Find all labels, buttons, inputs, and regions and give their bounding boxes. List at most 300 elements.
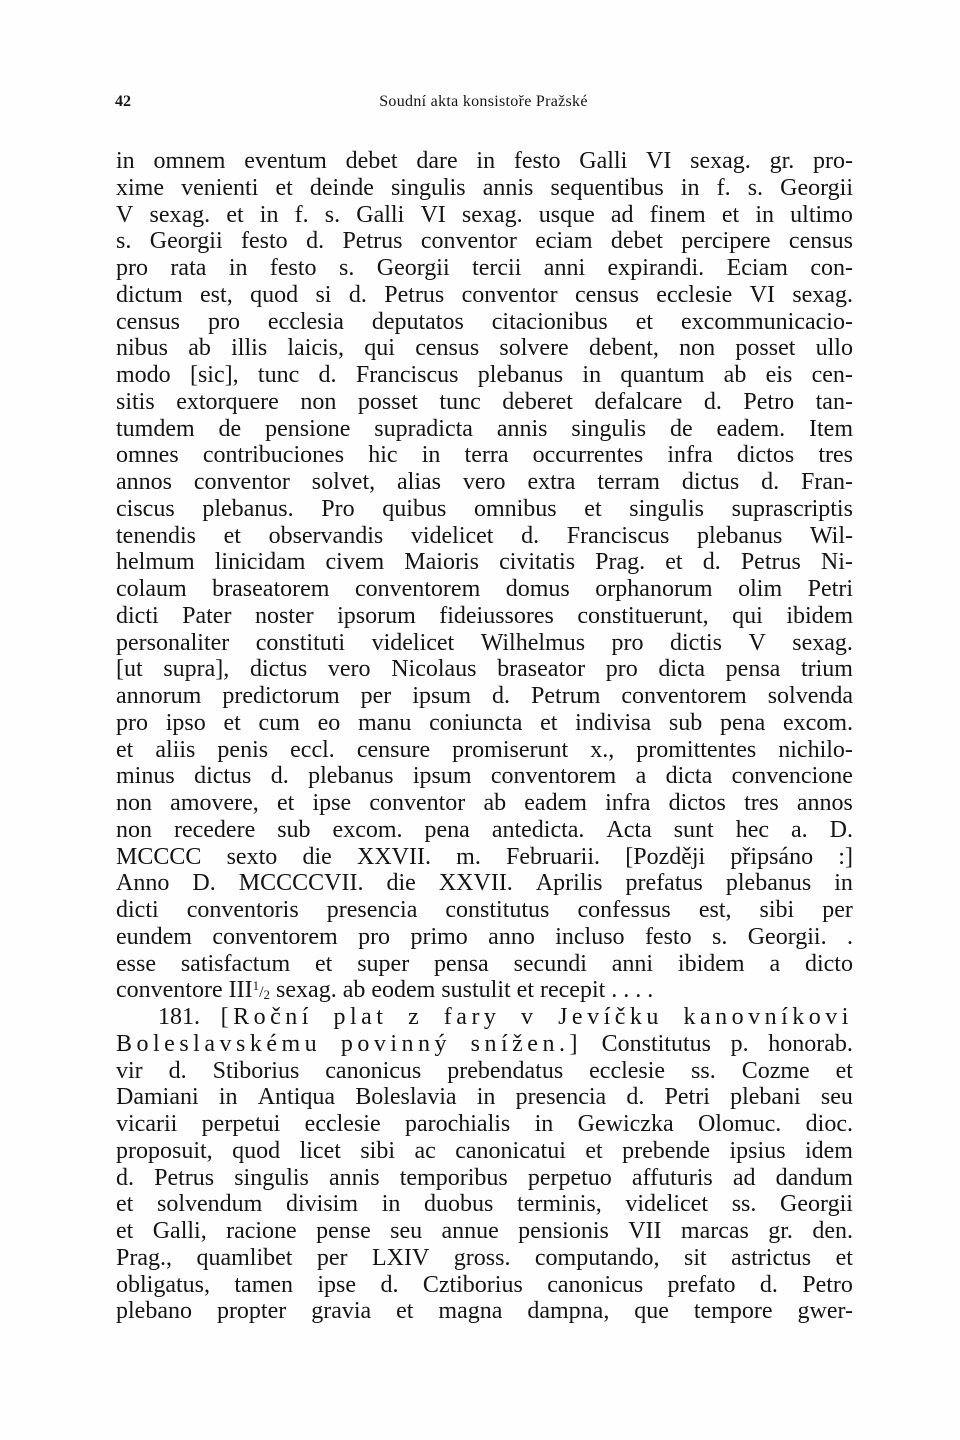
word: Georgii bbox=[376, 255, 450, 281]
word: seu bbox=[820, 1084, 853, 1111]
text-line bbox=[116, 309, 853, 336]
word: sexto bbox=[226, 843, 278, 870]
word: d. bbox=[270, 763, 289, 790]
word: et bbox=[223, 709, 241, 736]
word: ciscus bbox=[116, 495, 175, 522]
word: quantum bbox=[620, 362, 705, 388]
word: pro- bbox=[813, 148, 853, 174]
word: non bbox=[679, 335, 716, 362]
word: singulis bbox=[234, 1164, 309, 1191]
word: percipere bbox=[681, 228, 771, 255]
text-line bbox=[116, 763, 853, 790]
fraction-slash: / bbox=[259, 984, 264, 1002]
word: anni bbox=[543, 255, 586, 281]
word: predictorum bbox=[222, 683, 340, 709]
word: in bbox=[381, 1191, 401, 1218]
word: conventoris bbox=[186, 897, 299, 923]
word: orphanorum bbox=[595, 576, 713, 602]
word: posset bbox=[735, 335, 796, 362]
word: tumdem bbox=[116, 415, 195, 442]
word: d. bbox=[521, 522, 540, 549]
word: debet bbox=[345, 148, 398, 174]
word: sub bbox=[668, 709, 703, 736]
word: census bbox=[574, 281, 639, 308]
section-number: 181. bbox=[158, 1004, 200, 1030]
word: prebendatus bbox=[447, 1057, 564, 1084]
word: deputatos bbox=[371, 308, 464, 335]
word: annis bbox=[482, 174, 534, 201]
word: licet bbox=[299, 1137, 341, 1164]
word: deinde bbox=[309, 174, 374, 201]
text-line bbox=[116, 603, 853, 630]
word: census bbox=[415, 335, 480, 362]
word: pena bbox=[424, 816, 470, 843]
word: Ni- bbox=[820, 549, 853, 576]
word: Fran- bbox=[801, 469, 853, 495]
word: dicta bbox=[658, 656, 706, 683]
word: Petro bbox=[802, 1271, 853, 1298]
word: posset bbox=[357, 388, 418, 415]
word: Acta bbox=[606, 816, 652, 843]
text-line bbox=[116, 282, 853, 309]
word: braseatorem bbox=[212, 576, 330, 602]
word: obligatus, bbox=[116, 1271, 210, 1298]
word: [sic], bbox=[189, 362, 239, 388]
word: ibidem bbox=[677, 950, 745, 977]
word: die bbox=[302, 843, 332, 870]
text-line bbox=[116, 496, 853, 523]
word: secundi bbox=[513, 950, 587, 977]
word: primo bbox=[410, 923, 468, 950]
word: promittentes bbox=[636, 736, 757, 763]
word: tercii bbox=[472, 255, 522, 281]
word: ecclesie bbox=[656, 281, 733, 308]
word: debent, bbox=[588, 335, 659, 362]
word: Stiborius bbox=[212, 1057, 300, 1084]
word: gwer- bbox=[797, 1298, 853, 1325]
word: pena bbox=[719, 709, 766, 736]
word: Pro bbox=[321, 495, 355, 522]
word: et bbox=[116, 736, 134, 763]
word: pro bbox=[605, 656, 638, 683]
text-line bbox=[116, 683, 853, 710]
word: et bbox=[116, 1191, 134, 1218]
spaced-heading-word: Jevíčku bbox=[558, 1004, 663, 1030]
text-line bbox=[116, 1218, 853, 1245]
word: eciam bbox=[535, 228, 593, 255]
word: excom. bbox=[332, 816, 403, 843]
word: rata bbox=[170, 255, 207, 281]
text-line bbox=[116, 1058, 853, 1085]
text-line bbox=[116, 630, 853, 657]
word: singulis bbox=[390, 174, 466, 201]
word: incluso bbox=[555, 923, 625, 950]
word: Wil- bbox=[809, 522, 853, 549]
word: defalcare bbox=[594, 388, 683, 415]
word: per bbox=[316, 1244, 348, 1271]
body-text bbox=[116, 148, 853, 1325]
word: VI bbox=[749, 281, 775, 308]
word: eadem. bbox=[716, 415, 786, 442]
word: f. bbox=[716, 174, 731, 201]
word: racione bbox=[226, 1218, 297, 1244]
word: d. bbox=[116, 1164, 134, 1191]
word: si bbox=[315, 281, 332, 308]
word: in bbox=[218, 1084, 238, 1111]
text-line bbox=[116, 202, 853, 229]
text-line bbox=[116, 576, 853, 603]
word: VI bbox=[420, 201, 446, 228]
spaced-heading-word: fary bbox=[443, 1004, 501, 1030]
word: de bbox=[669, 415, 693, 442]
word: sunt bbox=[673, 816, 714, 843]
word: dicto bbox=[804, 950, 853, 977]
word: plebani bbox=[730, 1084, 801, 1111]
word: magna bbox=[438, 1298, 503, 1325]
word: hec bbox=[735, 816, 770, 843]
text-line bbox=[116, 255, 853, 282]
word: in bbox=[421, 442, 441, 469]
word: annos bbox=[796, 790, 853, 816]
word: s. bbox=[338, 255, 355, 281]
word: finem bbox=[649, 201, 706, 228]
word: et bbox=[665, 549, 683, 576]
word: dictus bbox=[249, 656, 308, 683]
word: ultimo bbox=[790, 201, 853, 228]
spaced-heading-word: povinný bbox=[340, 1030, 451, 1057]
word: Prag., bbox=[116, 1244, 172, 1271]
word: sibi bbox=[759, 897, 795, 923]
word: esse bbox=[116, 950, 156, 977]
word: excom. bbox=[783, 709, 853, 736]
fraction-denominator: 2 bbox=[263, 987, 271, 1003]
word: ipse bbox=[317, 1271, 357, 1298]
word: alias bbox=[397, 469, 441, 495]
word: Pater bbox=[182, 602, 232, 629]
text-line bbox=[116, 844, 853, 871]
word: annue bbox=[441, 1218, 499, 1244]
word: připsáno bbox=[730, 843, 814, 870]
word: marcas bbox=[680, 1218, 749, 1244]
word: s. bbox=[711, 923, 728, 950]
word: et bbox=[585, 1137, 603, 1164]
word: contribuciones bbox=[202, 442, 345, 469]
word: solvere bbox=[499, 335, 569, 362]
word: helmum bbox=[116, 549, 195, 576]
word: quod bbox=[232, 1137, 281, 1164]
word: colaum bbox=[116, 576, 187, 602]
word: amovere, bbox=[170, 790, 259, 816]
word: honorab. bbox=[768, 1030, 853, 1057]
word: pro bbox=[207, 308, 240, 335]
word: anni bbox=[611, 950, 654, 977]
word: XXVII. bbox=[356, 843, 431, 870]
word: non bbox=[116, 816, 152, 843]
word: aliis bbox=[155, 736, 196, 763]
word: conventor bbox=[461, 281, 558, 308]
word: et bbox=[635, 308, 654, 335]
word: f. bbox=[294, 201, 309, 228]
word: Galli, bbox=[152, 1218, 207, 1244]
word: Galli bbox=[579, 148, 628, 174]
word: pense bbox=[316, 1218, 371, 1244]
word: sit bbox=[684, 1244, 707, 1271]
word: supradicta bbox=[374, 415, 473, 442]
word: census bbox=[116, 308, 180, 335]
word: conventorem bbox=[212, 923, 338, 950]
word: dicti bbox=[116, 602, 159, 629]
word: LXIV bbox=[372, 1244, 430, 1271]
word: tres bbox=[818, 442, 853, 469]
word: dictus bbox=[194, 763, 252, 790]
word: Nicolaus bbox=[391, 656, 477, 683]
word: in bbox=[476, 148, 496, 174]
word: sub bbox=[277, 816, 311, 843]
text-line bbox=[116, 1245, 853, 1272]
word: a. bbox=[791, 816, 808, 843]
word: tan- bbox=[815, 388, 853, 415]
text-line bbox=[116, 416, 853, 443]
word: terminis, bbox=[517, 1191, 602, 1218]
word: tunc bbox=[257, 362, 300, 388]
word: d. bbox=[348, 281, 367, 308]
word: . bbox=[847, 923, 853, 950]
word: conventorem bbox=[490, 763, 617, 790]
word: promiserunt bbox=[452, 736, 569, 763]
spaced-heading-word: [Roční bbox=[220, 1004, 313, 1030]
word: ecclesie bbox=[304, 1111, 381, 1137]
word: con- bbox=[810, 255, 853, 281]
word: illis bbox=[231, 335, 268, 362]
spaced-heading-word: v bbox=[521, 1004, 538, 1030]
word: dictis bbox=[669, 629, 722, 656]
word: linicidam bbox=[214, 549, 306, 576]
word: presencia bbox=[515, 1084, 607, 1111]
word: den. bbox=[812, 1218, 853, 1244]
word: Georgii bbox=[780, 174, 853, 201]
word: in bbox=[259, 201, 279, 228]
text-line bbox=[116, 148, 853, 175]
word: Petrus bbox=[740, 549, 801, 576]
word: gross. bbox=[453, 1244, 511, 1271]
word: XXVII. bbox=[438, 870, 513, 897]
word: excommunicacio- bbox=[681, 308, 853, 335]
word: noster bbox=[254, 602, 314, 629]
word: [ut bbox=[116, 656, 143, 683]
word: parochialis bbox=[404, 1111, 511, 1137]
word: Damiani bbox=[116, 1084, 199, 1111]
word: sequentibus bbox=[550, 174, 664, 201]
word: Maioris bbox=[404, 549, 479, 576]
text-line bbox=[116, 469, 853, 496]
text-line bbox=[116, 737, 853, 764]
word: D. bbox=[192, 870, 216, 897]
word: MCCCC bbox=[116, 843, 202, 870]
word: constituerunt, bbox=[577, 602, 709, 629]
word: canonicatui bbox=[455, 1137, 566, 1164]
word: Georgii. bbox=[747, 923, 827, 950]
word: annos bbox=[116, 469, 172, 495]
word: Georgii bbox=[149, 228, 223, 255]
word: Eciam bbox=[726, 255, 788, 281]
text-line bbox=[116, 710, 853, 737]
word: V bbox=[116, 201, 134, 228]
word: pro bbox=[358, 923, 391, 950]
text-line bbox=[116, 1084, 853, 1111]
word: sitis bbox=[116, 388, 155, 415]
fraction-suffix: sexag. ab eodem sustulit et recepit . . . . bbox=[270, 977, 654, 1004]
word: pro bbox=[116, 709, 148, 736]
text-line bbox=[116, 656, 853, 683]
word: annis bbox=[496, 415, 548, 442]
word: Cztiborius bbox=[422, 1271, 523, 1298]
spaced-heading-word: z bbox=[408, 1004, 424, 1030]
word: pensa bbox=[725, 656, 781, 683]
word: de bbox=[218, 415, 242, 442]
text-line bbox=[116, 1191, 853, 1218]
text-line bbox=[116, 1272, 853, 1299]
word: Februarii. bbox=[506, 843, 601, 870]
running-head bbox=[115, 93, 852, 117]
section-heading-line bbox=[116, 1031, 853, 1058]
word: Petrus bbox=[384, 281, 445, 308]
word: a bbox=[769, 950, 781, 977]
word: antedicta. bbox=[491, 816, 585, 843]
word: in bbox=[755, 201, 774, 228]
word: D. bbox=[829, 816, 853, 843]
word: anno bbox=[488, 923, 535, 950]
word: computando, bbox=[534, 1244, 660, 1271]
word: Gewiczka bbox=[577, 1111, 674, 1137]
word: Cozme bbox=[741, 1057, 810, 1084]
word: dictus bbox=[681, 469, 740, 495]
word: deberet bbox=[502, 388, 573, 415]
word: plebanus bbox=[308, 763, 394, 790]
word: census bbox=[788, 228, 853, 255]
word: in bbox=[582, 362, 602, 388]
word: pro bbox=[116, 255, 148, 281]
text-line-fraction bbox=[116, 977, 853, 1004]
text-line bbox=[116, 389, 853, 416]
word: affuturis bbox=[631, 1164, 713, 1191]
word: d. bbox=[759, 1271, 778, 1298]
word: eo bbox=[317, 709, 341, 736]
word: eundem bbox=[116, 923, 192, 950]
word: pro bbox=[611, 629, 644, 656]
word: annorum bbox=[116, 683, 202, 709]
word: usque bbox=[538, 201, 595, 228]
word: vero bbox=[327, 656, 371, 683]
word: dioc. bbox=[805, 1111, 853, 1137]
text-line bbox=[116, 817, 853, 844]
word: nibus bbox=[116, 335, 169, 362]
text-line bbox=[116, 1298, 853, 1325]
word: Anno bbox=[116, 870, 170, 897]
word: idem bbox=[804, 1137, 853, 1164]
word: est, bbox=[698, 897, 732, 923]
word: MCCCCVII. bbox=[238, 870, 364, 897]
word: solvenda bbox=[767, 683, 853, 709]
word: dicta bbox=[665, 763, 713, 790]
word: gr. bbox=[768, 1218, 793, 1244]
word: ss. bbox=[731, 1191, 757, 1218]
word: personaliter bbox=[116, 629, 230, 656]
word: Antiqua bbox=[257, 1084, 336, 1111]
spaced-heading-word: Boleslavskému bbox=[116, 1030, 322, 1057]
word: sexag. bbox=[149, 201, 211, 228]
word: pensione bbox=[265, 415, 351, 442]
word: d. bbox=[168, 1057, 187, 1084]
word: in bbox=[476, 1084, 496, 1111]
text-line bbox=[116, 951, 853, 978]
word: manu bbox=[358, 709, 412, 736]
fraction bbox=[253, 977, 270, 1007]
word: modo bbox=[116, 362, 171, 388]
word: Petri bbox=[807, 576, 853, 602]
word: terra bbox=[464, 442, 509, 469]
word: infra bbox=[605, 790, 651, 816]
word: et bbox=[276, 790, 295, 816]
word: olim bbox=[738, 576, 783, 602]
text-line bbox=[116, 228, 853, 255]
word: plebanus bbox=[477, 362, 564, 388]
word: domus bbox=[505, 576, 570, 602]
word: s. bbox=[747, 174, 764, 201]
word: tamen bbox=[234, 1271, 294, 1298]
word: perpetui bbox=[201, 1111, 281, 1137]
word: ab bbox=[483, 790, 507, 816]
word: et bbox=[275, 174, 293, 201]
word: infra bbox=[667, 442, 713, 469]
word: Franciscus bbox=[566, 522, 670, 549]
spaced-heading-word: kanovníkovi bbox=[683, 1004, 853, 1030]
word: VII bbox=[628, 1218, 662, 1244]
word: dare bbox=[416, 148, 458, 174]
word: debet bbox=[610, 228, 663, 255]
word: et bbox=[396, 1298, 414, 1325]
word: et bbox=[315, 950, 333, 977]
word: a bbox=[635, 763, 647, 790]
word: conventor bbox=[369, 790, 466, 816]
word: presencia bbox=[326, 897, 418, 923]
word: hic bbox=[368, 442, 398, 469]
running-title: Soudní akta konsistoře Pražské bbox=[379, 93, 588, 110]
text-line bbox=[116, 335, 853, 362]
word: extorquere bbox=[176, 388, 279, 415]
word: plebanus bbox=[725, 870, 812, 897]
word: ecclesia bbox=[267, 308, 344, 335]
word: ss. bbox=[691, 1057, 716, 1084]
word: trium bbox=[800, 656, 853, 683]
word: vir bbox=[116, 1057, 143, 1084]
word: ipsius bbox=[729, 1137, 786, 1164]
word: videlicet bbox=[410, 522, 494, 549]
word: ipso bbox=[165, 709, 206, 736]
word: d. bbox=[703, 388, 722, 415]
text-line bbox=[116, 1111, 853, 1138]
word: tenendis bbox=[116, 522, 196, 549]
word: Petrus bbox=[154, 1164, 215, 1191]
word: sexag. bbox=[690, 148, 751, 174]
word: m. bbox=[456, 843, 481, 870]
section-heading-line bbox=[116, 1004, 853, 1031]
spaced-heading-word: snížen.] bbox=[470, 1030, 582, 1057]
word: Petri bbox=[664, 1084, 710, 1111]
word: dampna, bbox=[527, 1298, 610, 1325]
text-line bbox=[116, 790, 853, 817]
word: penis bbox=[217, 736, 269, 763]
word: confessus bbox=[577, 897, 671, 923]
